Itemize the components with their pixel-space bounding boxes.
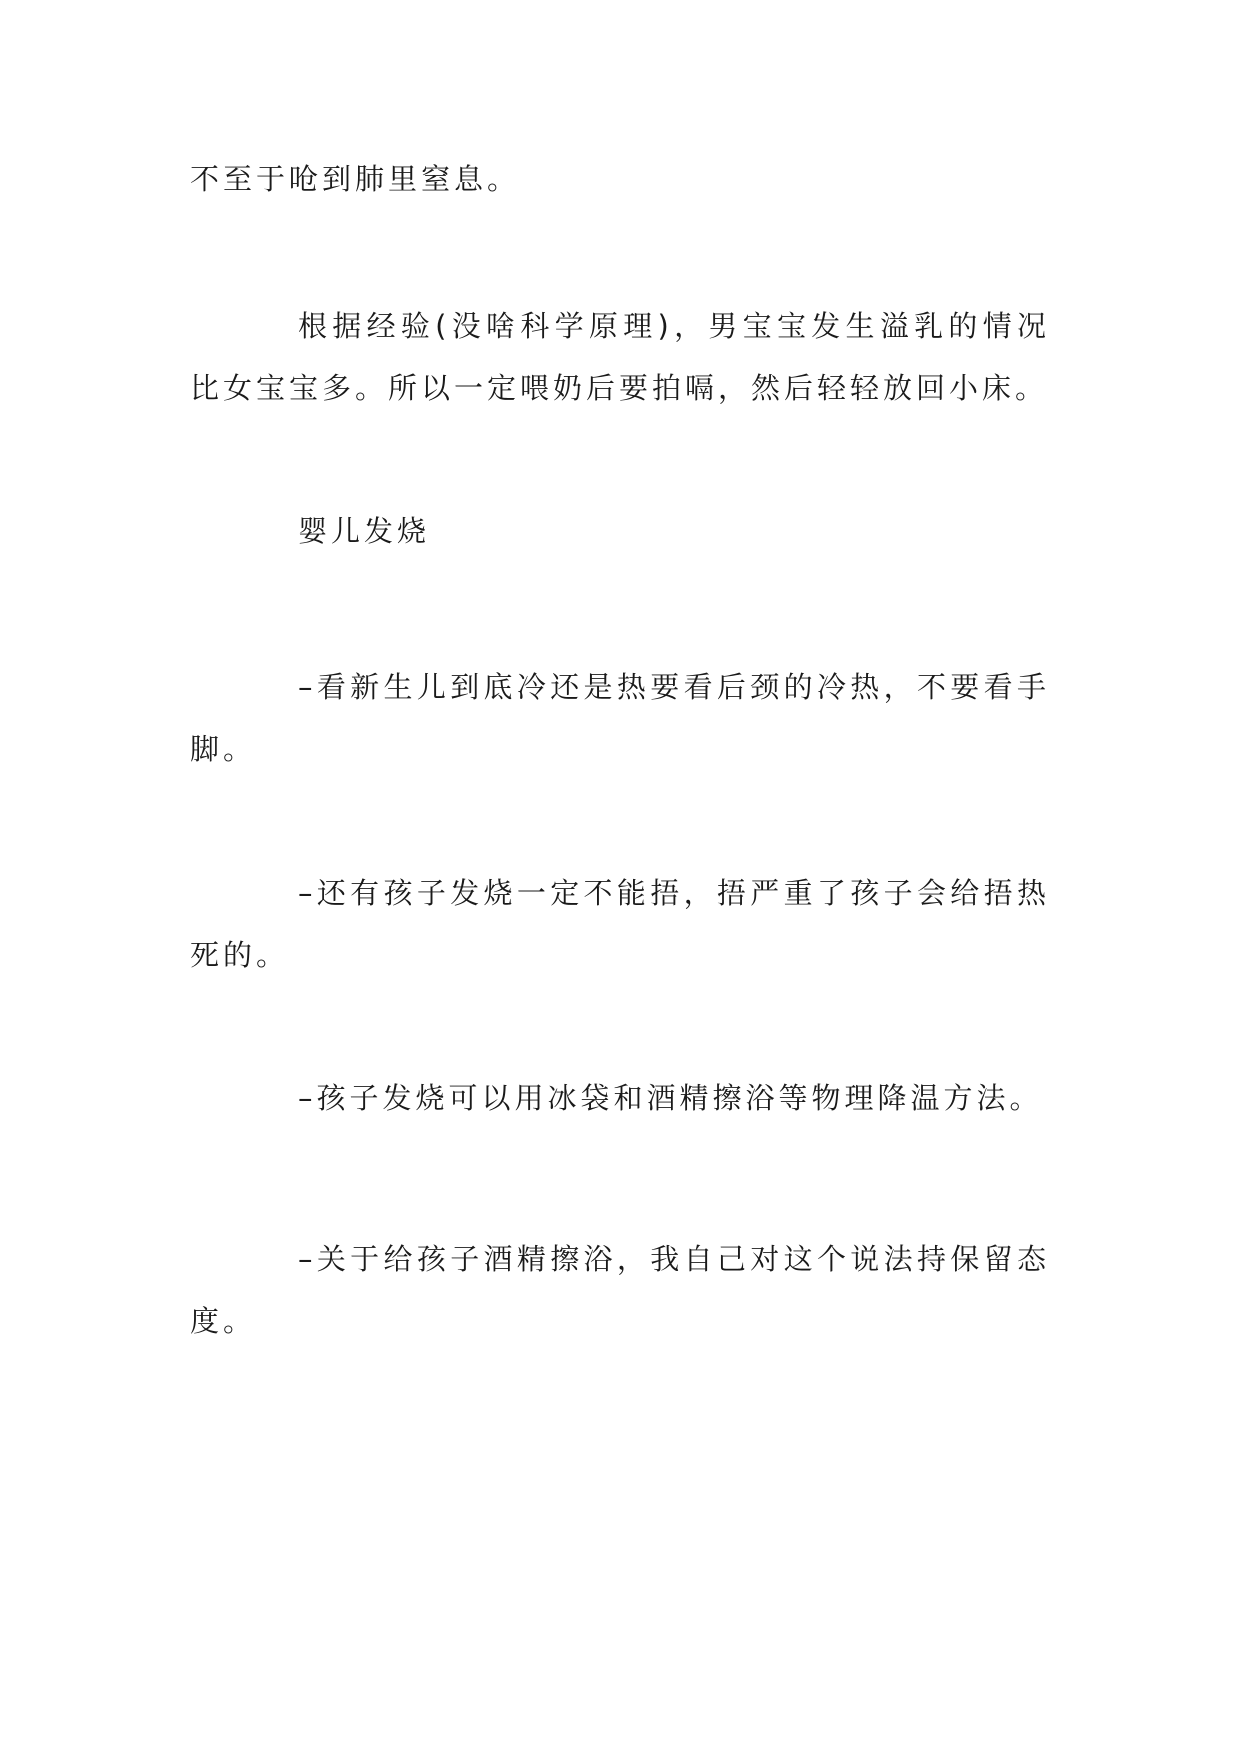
paragraph-do-not-cover: –还有孩子发烧一定不能捂，捂严重了孩子会给捂热死的。 [190, 876, 1050, 972]
paragraph-spit-up: 根据经验(没啥科学原理)，男宝宝发生溢乳的情况比女宝宝多。所以一定喂奶后要拍嗝，然后轻轻放回小床。 [190, 309, 1050, 405]
paragraph-check-neck: –看新生儿到底冷还是热要看后颈的冷热，不要看手脚。 [190, 670, 1050, 766]
paragraph-physical-cooling: –孩子发烧可以用冰袋和酒精擦浴等物理降温方法。 [298, 1081, 1043, 1115]
section-heading-infant-fever: 婴儿发烧 [298, 514, 431, 548]
paragraph-alcohol-bath: –关于给孩子酒精擦浴，我自己对这个说法持保留态度。 [190, 1242, 1050, 1338]
paragraph-continuation: 不至于呛到肺里窒息。 [190, 162, 521, 196]
